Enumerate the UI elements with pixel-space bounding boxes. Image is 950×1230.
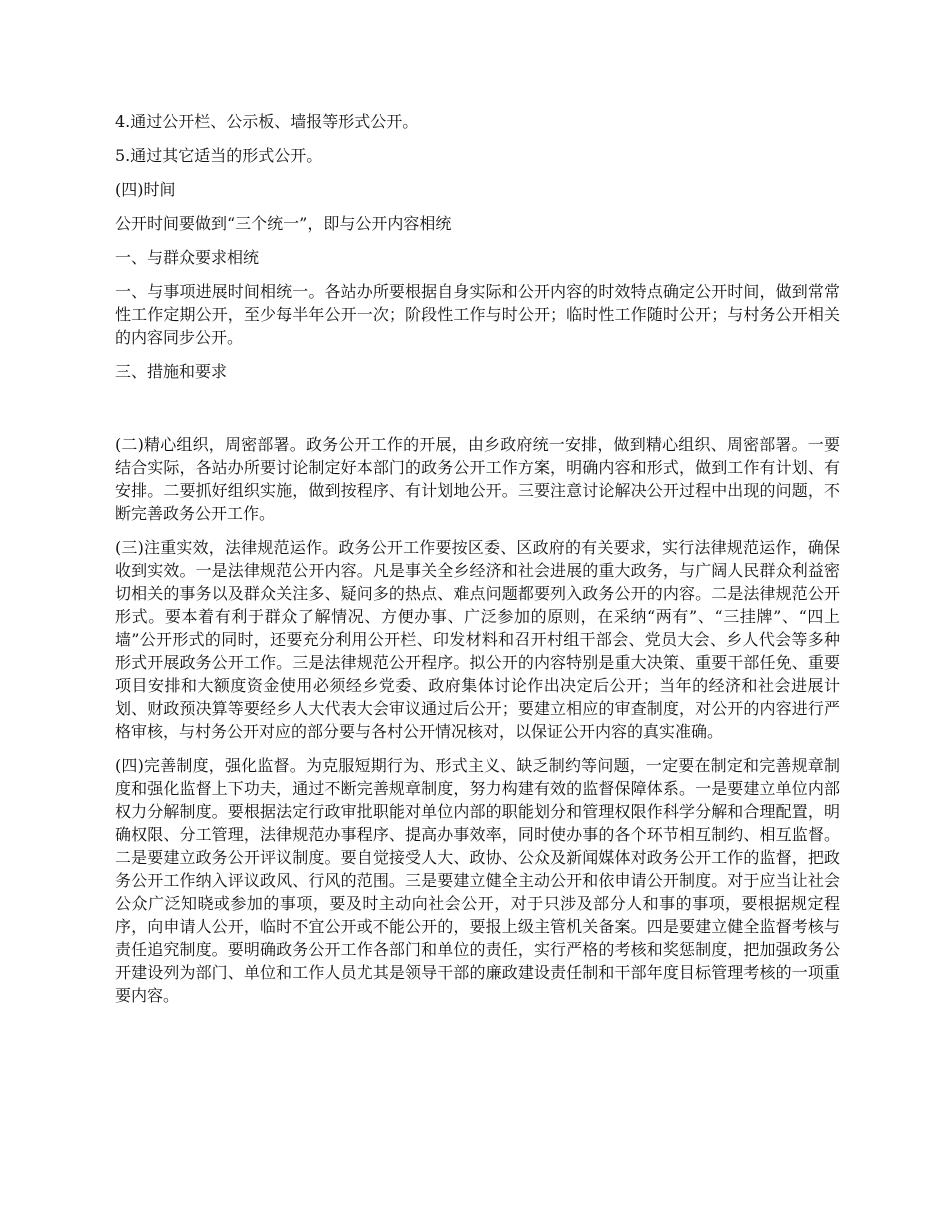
paragraph-method-5: 5.通过其它适当的形式公开。 <box>115 146 323 165</box>
section-spacer <box>115 394 840 433</box>
document-body <box>115 110 840 1018</box>
paragraph-time-item-1: 一、与群众要求相统 <box>115 248 260 267</box>
section-heading-time: (四)时间 <box>115 180 176 199</box>
paragraph-time-intro: 公开时间要做到“三个统一”，即与公开内容相统 <box>115 214 452 233</box>
paragraph-time-item-2: 一、与事项进展时间相统一。各站办所要根据自身实际和公开内容的时效特点确定公开时间，做到常常性工作定期公开，至少每半年公开一次；阶段性工作与时公开；临时性工作随时公开；与村务公开相关的内容同步公开。 <box>115 282 840 347</box>
paragraph-method-4: 4.通过公开栏、公示板、墙报等形式公开。 <box>115 112 419 131</box>
paragraph-measure-4: (四)完善制度，强化监督。为克服短期行为、形式主义、缺乏制约等问题，一定要在制定和完善规章制度和强化监督上下功夫，通过不断完善规章制度，努力构建有效的监督保障体系。一是要建立单位内部权力分解制度。要根据法定行政审批职能对单位内部的职能划分和管理权限作科学分解和合理配置，明确权限、分工管理，法律规范办事程序、提高办事效率，同时使办事的各个环节相互制约、相互监督。二是要建立政务公开评议制度。要自觉接受人大、政协、公众及新闻媒体对政务公开工作的监督，把政务公开工作纳入评议政风、行风的范围。三是要建立健全主动公开和依申请公开制度。对于应当让社会公众广泛知晓或参加的事项，要及时主动向社会公开，对于只涉及部分人和事的事项，要根据规定程序，向申请人公开，临时不宜公开或不能公开的，要报上级主管机关备案。四是要建立健全监督考核与责任追究制度。要明确政务公开工作各部门和单位的责任，实行严格的考核和奖惩制度，把加强政务公开建设列为部门、单位和工作人员尤其是领导干部的廉政建设责任制和干部年度目标管理考核的一项重要内容。 <box>115 756 840 1005</box>
section-heading-measures: 三、措施和要求 <box>115 362 228 381</box>
paragraph-measure-2: (二)精心组织，周密部署。政务公开工作的开展，由乡政府统一安排，做到精心组织、周密部署。一要结合实际，各站办所要讨论制定好本部门的政务公开工作方案，明确内容和形式，做到工作有计划、有安排。二要抓好组织实施，做到按程序、有计划地公开。三要注意讨论解决公开过程中出现的问题，不断完善政务公开工作。 <box>115 435 840 523</box>
paragraph-measure-3: (三)注重实效，法律规范运作。政务公开工作要按区委、区政府的有关要求，实行法律规范运作，确保收到实效。一是法律规范公开内容。凡是事关全乡经济和社会进展的重大政务，与广阔人民群众利益密切相关的事务以及群众关注多、疑问多的热点、难点问题都要列入政务公开的内容。二是法律规范公开形式。要本着有利于群众了解情况、方便办事、广泛参加的原则，在采纳“两有”、“三挂牌”、“四上墙”公开形式的同时，还要充分利用公开栏、印发材料和召开村组干部会、党员大会、乡人代会等多种形式开展政务公开工作。三是法律规范公开程序。拟公开的内容特别是重大决策、重要干部任免、重要项目安排和大额度资金使用必须经乡党委、政府集体讨论作出决定后公开；当年的经济和社会进展计划、财政预决算等要经乡人大代表大会审议通过后公开；要建立相应的审查制度，对公开的内容进行严格审核，与村务公开对应的部分要与各村公开情况核对，以保证公开内容的真实准确。 <box>115 538 840 741</box>
